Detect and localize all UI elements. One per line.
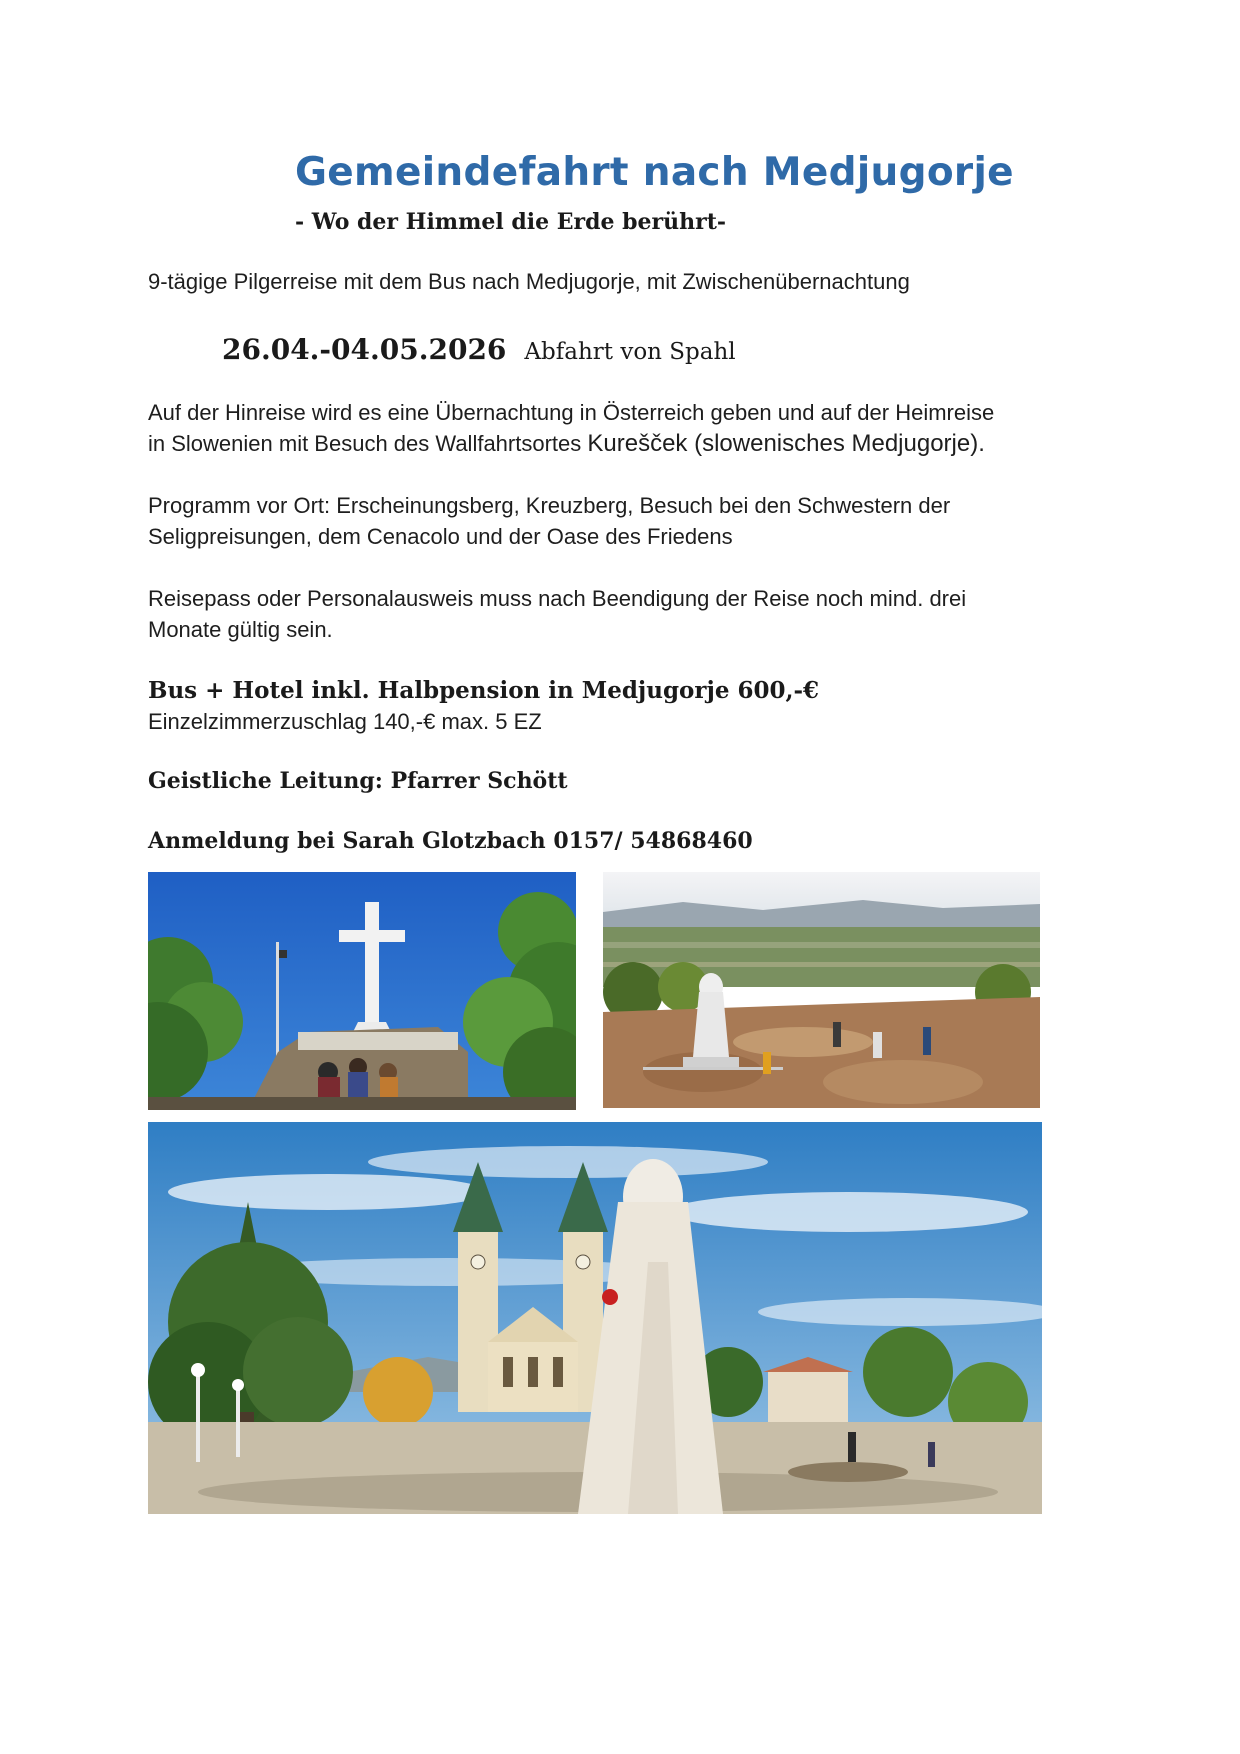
trip-dates: 26.04.-04.05.2026 bbox=[222, 333, 507, 366]
registration-contact: Anmeldung bei Sarah Glotzbach 0157/ 54868460 bbox=[148, 828, 753, 854]
church-statue-photo bbox=[148, 1122, 1042, 1514]
route-line-2-start: in Slowenien mit Besuch des Wallfahrtsortes bbox=[148, 431, 588, 456]
cross-mountain-photo bbox=[148, 872, 576, 1110]
apparition-hill-photo bbox=[603, 872, 1040, 1108]
cross-mountain-illustration bbox=[148, 872, 576, 1110]
passport-line-1: Reisepass oder Personalausweis muss nach Beendigung der Reise noch mind. drei bbox=[148, 586, 967, 611]
intro-text: 9-tägige Pilgerreise mit dem Bus nach Medjugorje, mit Zwischenübernachtung bbox=[148, 269, 910, 294]
program-line-2: Seligpreisungen, dem Cenacolo und der Oase des Friedens bbox=[148, 524, 733, 549]
apparition-hill-illustration bbox=[603, 872, 1040, 1108]
route-line-2 bbox=[148, 428, 985, 459]
program-line-1: Programm vor Ort: Erscheinungsberg, Kreuzberg, Besuch bei den Schwestern der bbox=[148, 493, 951, 518]
spiritual-leadership: Geistliche Leitung: Pfarrer Schött bbox=[148, 768, 568, 794]
trip-date-line bbox=[222, 333, 736, 366]
single-room-surcharge: Einzelzimmerzuschlag 140,-€ max. 5 EZ bbox=[148, 709, 542, 734]
departure-text: Abfahrt von Spahl bbox=[524, 339, 736, 365]
route-line-1: Auf der Hinreise wird es eine Übernachtung in Österreich geben und auf der Heimreise bbox=[148, 400, 995, 425]
page-subtitle: - Wo der Himmel die Erde berührt- bbox=[295, 209, 727, 235]
church-statue-illustration bbox=[148, 1122, 1042, 1514]
route-line-2-end: Kurešček (slowenisches Medjugorje). bbox=[587, 430, 985, 457]
page-title: Gemeindefahrt nach Medjugorje bbox=[295, 150, 1014, 195]
passport-line-2: Monate gültig sein. bbox=[148, 617, 333, 642]
price-main: Bus + Hotel inkl. Halbpension in Medjugorje 600,-€ bbox=[148, 677, 820, 704]
